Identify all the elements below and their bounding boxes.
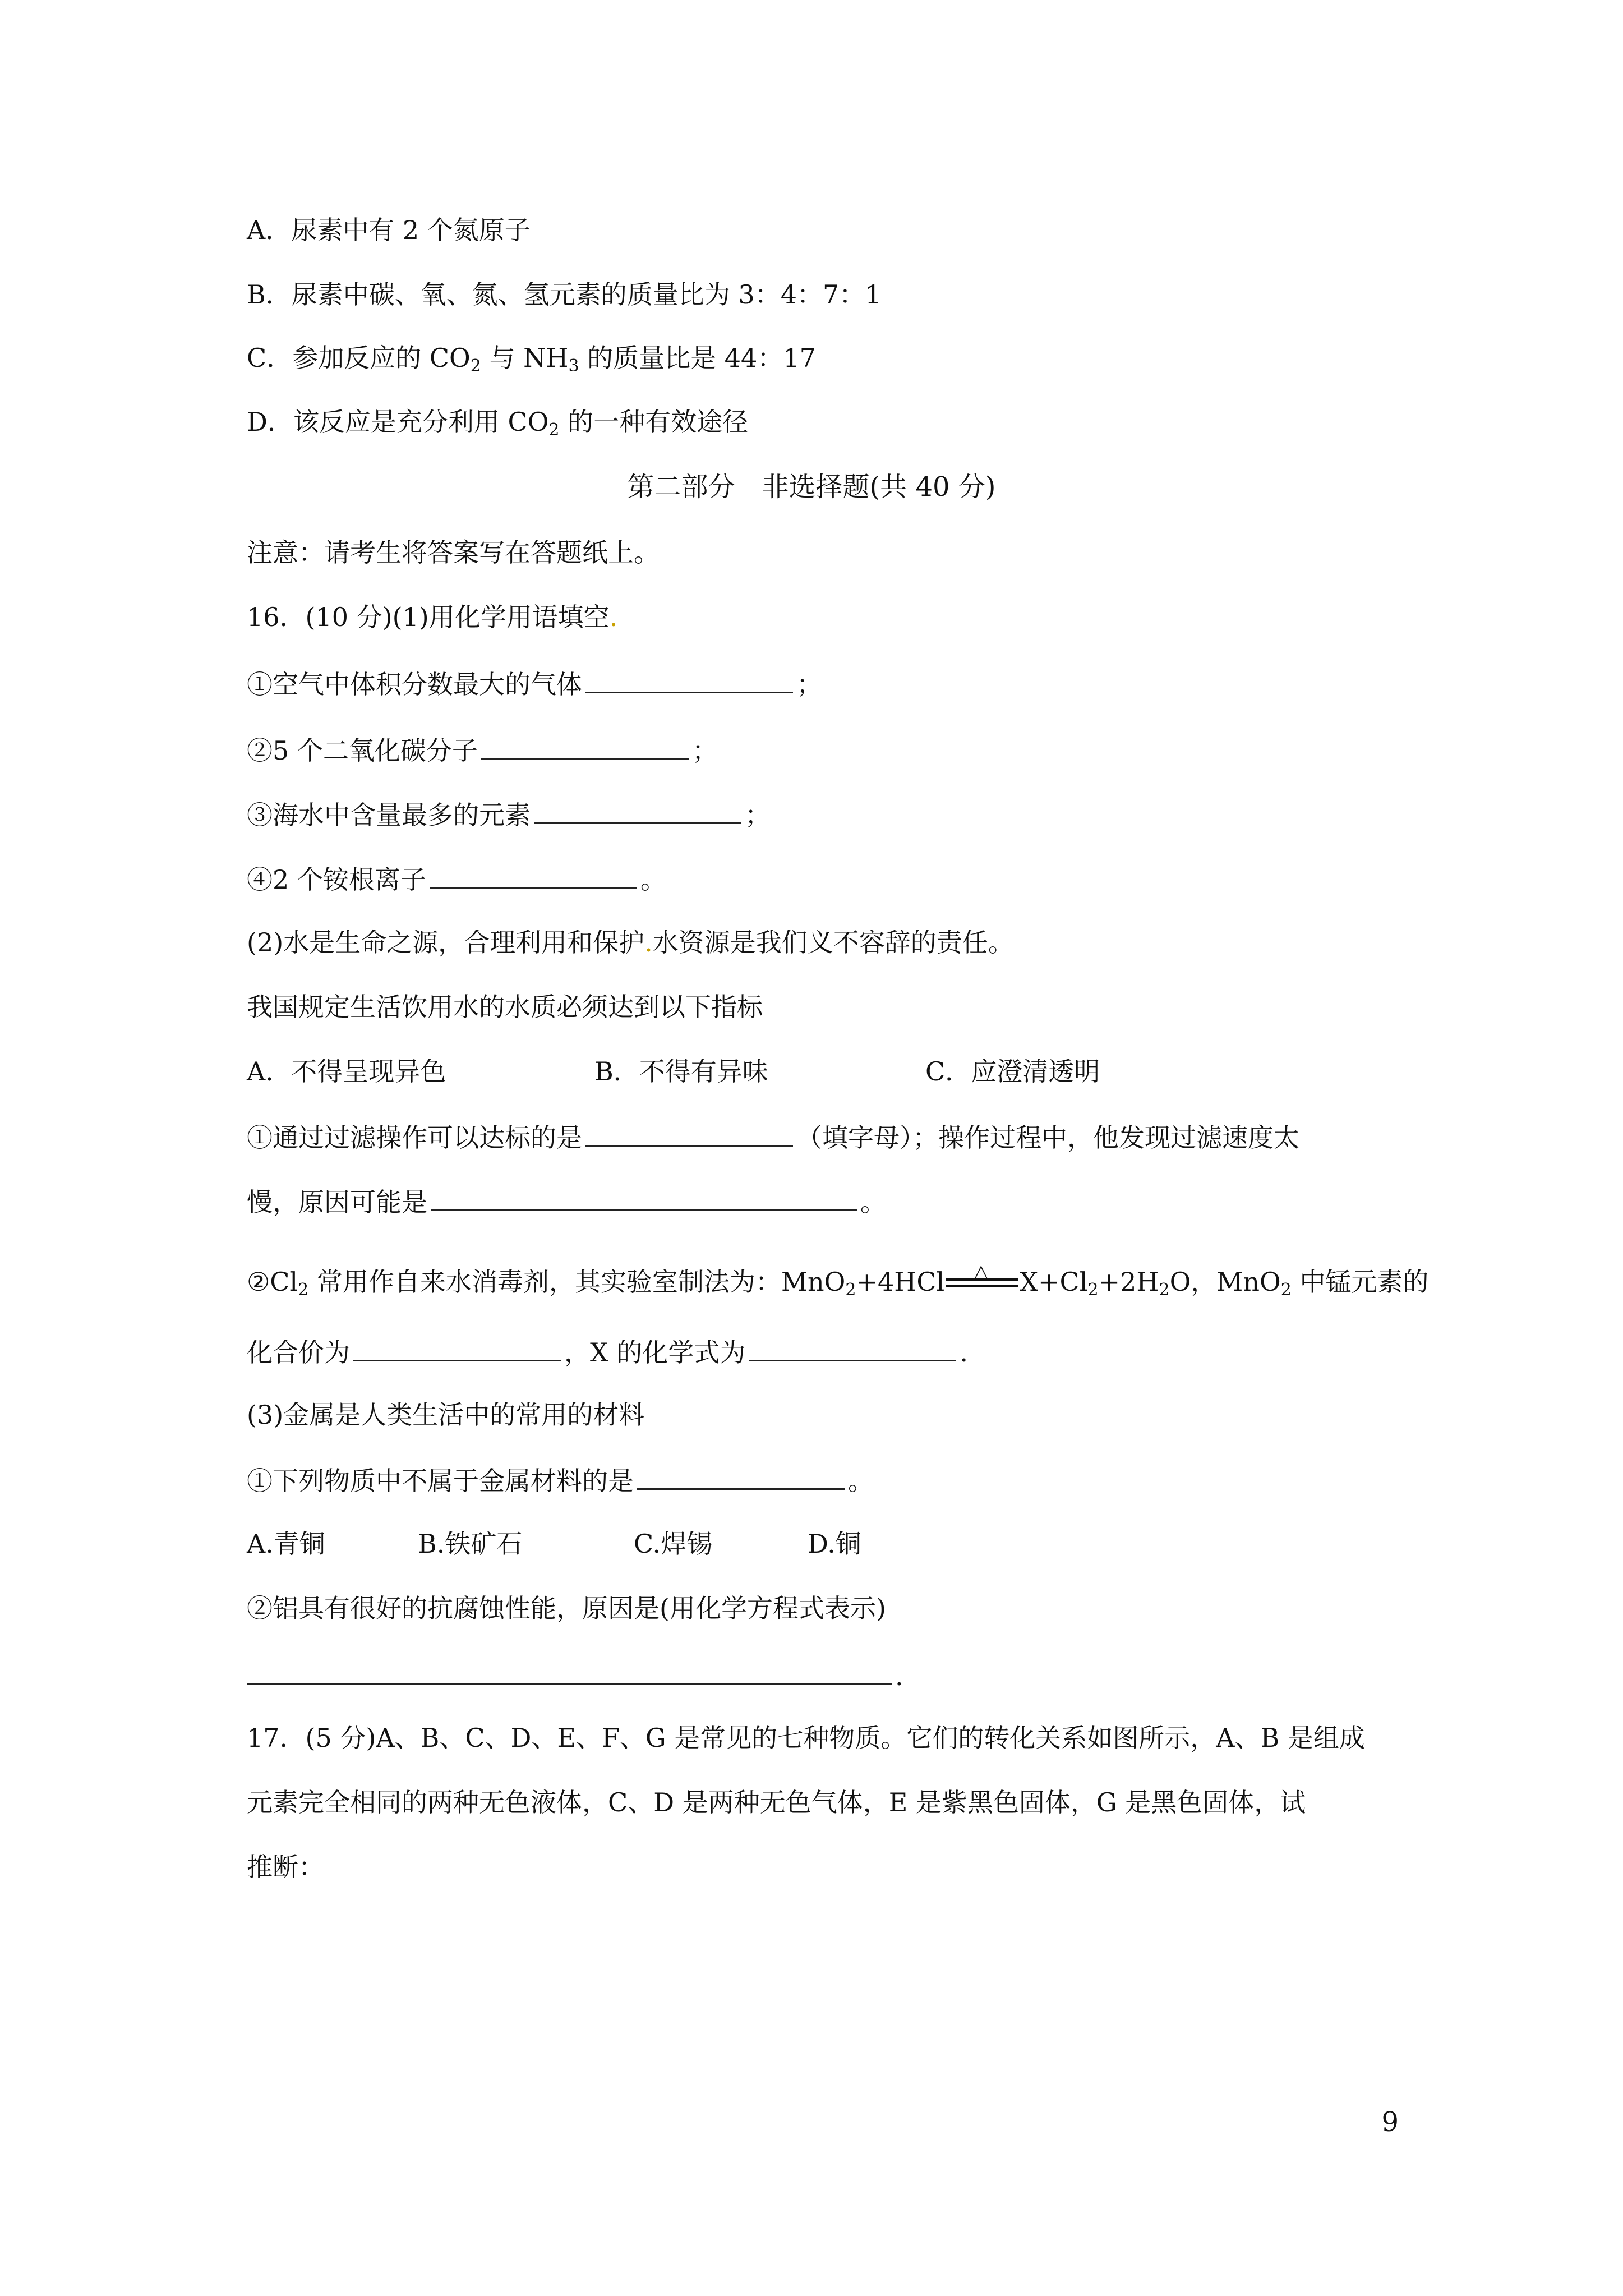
answer-blank[interactable] (481, 732, 689, 760)
q16-stem: 16．(10 分)(1)用化学用语填空. (247, 602, 618, 632)
q16-part2-line2: 我国规定生活饮用水的水质必须达到以下指标 (247, 992, 763, 1022)
q16-valence-question: 化合价为 ，X 的化学式为 . (247, 1334, 968, 1369)
answer-blank[interactable] (585, 1119, 793, 1147)
q16-metal-options (247, 1527, 861, 1561)
q16-filter-question: ①通过过滤操作可以达标的是 （填字母）；操作过程中，他发现过滤速度太 (247, 1119, 1299, 1154)
q17-line1: 17．(5 分)A、B、C、D、E、F、G 是常见的七种物质。它们的转化关系如图所示，A、B 是组成 (247, 1723, 1365, 1753)
delta-symbol: △ (974, 1260, 989, 1283)
q17-line2: 元素完全相同的两种无色液体，C、D 是两种无色气体，E 是紫黑色固体，G 是黑色固体，试 (247, 1787, 1306, 1818)
q15-option-a: A．尿素中有 2 个氮原子 (247, 215, 531, 245)
answer-blank[interactable] (431, 1184, 857, 1211)
q15-option-c: C．参加反应的 $CO_2$ 与 $NH_3$ 的质量比是 44：17 (247, 343, 816, 376)
answer-blank[interactable] (353, 1334, 561, 1361)
water-option-a: A．不得呈现异色 (247, 1056, 446, 1087)
answer-blank[interactable] (534, 797, 741, 824)
heating-equals-sign (946, 1260, 1018, 1295)
answer-blank[interactable] (247, 1658, 892, 1685)
metal-option-b: B.铁矿石 (418, 1529, 523, 1559)
q16-metal-question: ①下列物质中不属于金属材料的是 。 (247, 1462, 874, 1498)
q16-sub1: ①空气中体积分数最大的气体 ； (247, 666, 822, 701)
metal-option-d: D.铜 (808, 1529, 861, 1559)
q16-part2-intro: (2)水是生命之源，合理利用和保护.水资源是我们义不容辞的责任。 (247, 927, 1014, 958)
q16-sub4: ④2 个铵根离子 。 (247, 861, 666, 896)
answer-blank[interactable] (749, 1334, 956, 1361)
q15-option-d: D．该反应是充分利用 $CO_2$ 的一种有效途径 (247, 407, 749, 440)
q15-option-b: B．尿素中碳、氧、氮、氢元素的质量比为 3：4：7：1 (247, 279, 882, 310)
metal-option-a: A.青铜 (247, 1529, 325, 1559)
q16-slow-reason: 慢，原因可能是 。 (247, 1184, 886, 1219)
part2-title: 第二部分 非选择题(共 40 分) (627, 471, 996, 503)
q16-water-options (247, 1055, 1100, 1088)
water-option-b: B．不得有异味 (594, 1056, 768, 1087)
q16-chlorine-equation: $②Cl_2$ 常用作自来水消毒剂，其实验室制法为：MnO$_2$+4HCl △ $X+Cl_2+2H_2O$，MnO$_2$ 中锰元素的 (247, 1265, 1428, 1299)
q17-line3: 推断： (247, 1852, 324, 1882)
metal-option-c: C.焊锡 (634, 1529, 713, 1559)
q16-sub3: ③海水中含量最多的元素 ； (247, 797, 771, 832)
answer-blank[interactable] (637, 1462, 845, 1490)
page-number: 9 (1381, 2106, 1399, 2138)
water-option-c: C．应澄清透明 (925, 1056, 1100, 1087)
answer-blank[interactable] (585, 666, 793, 693)
notice: 注意：请考生将答案写在答题纸上。 (247, 537, 660, 568)
q16-sub2: ②5 个二氧化碳分子 ； (247, 732, 718, 767)
q16-aluminum-question: ②铝具有很好的抗腐蚀性能，原因是(用化学方程式表示) (247, 1593, 886, 1623)
q16-aluminum-answer: . (247, 1658, 903, 1693)
answer-blank[interactable] (430, 861, 637, 889)
q16-part3-intro: (3)金属是人类生活中的常用的材料 (247, 1400, 645, 1430)
